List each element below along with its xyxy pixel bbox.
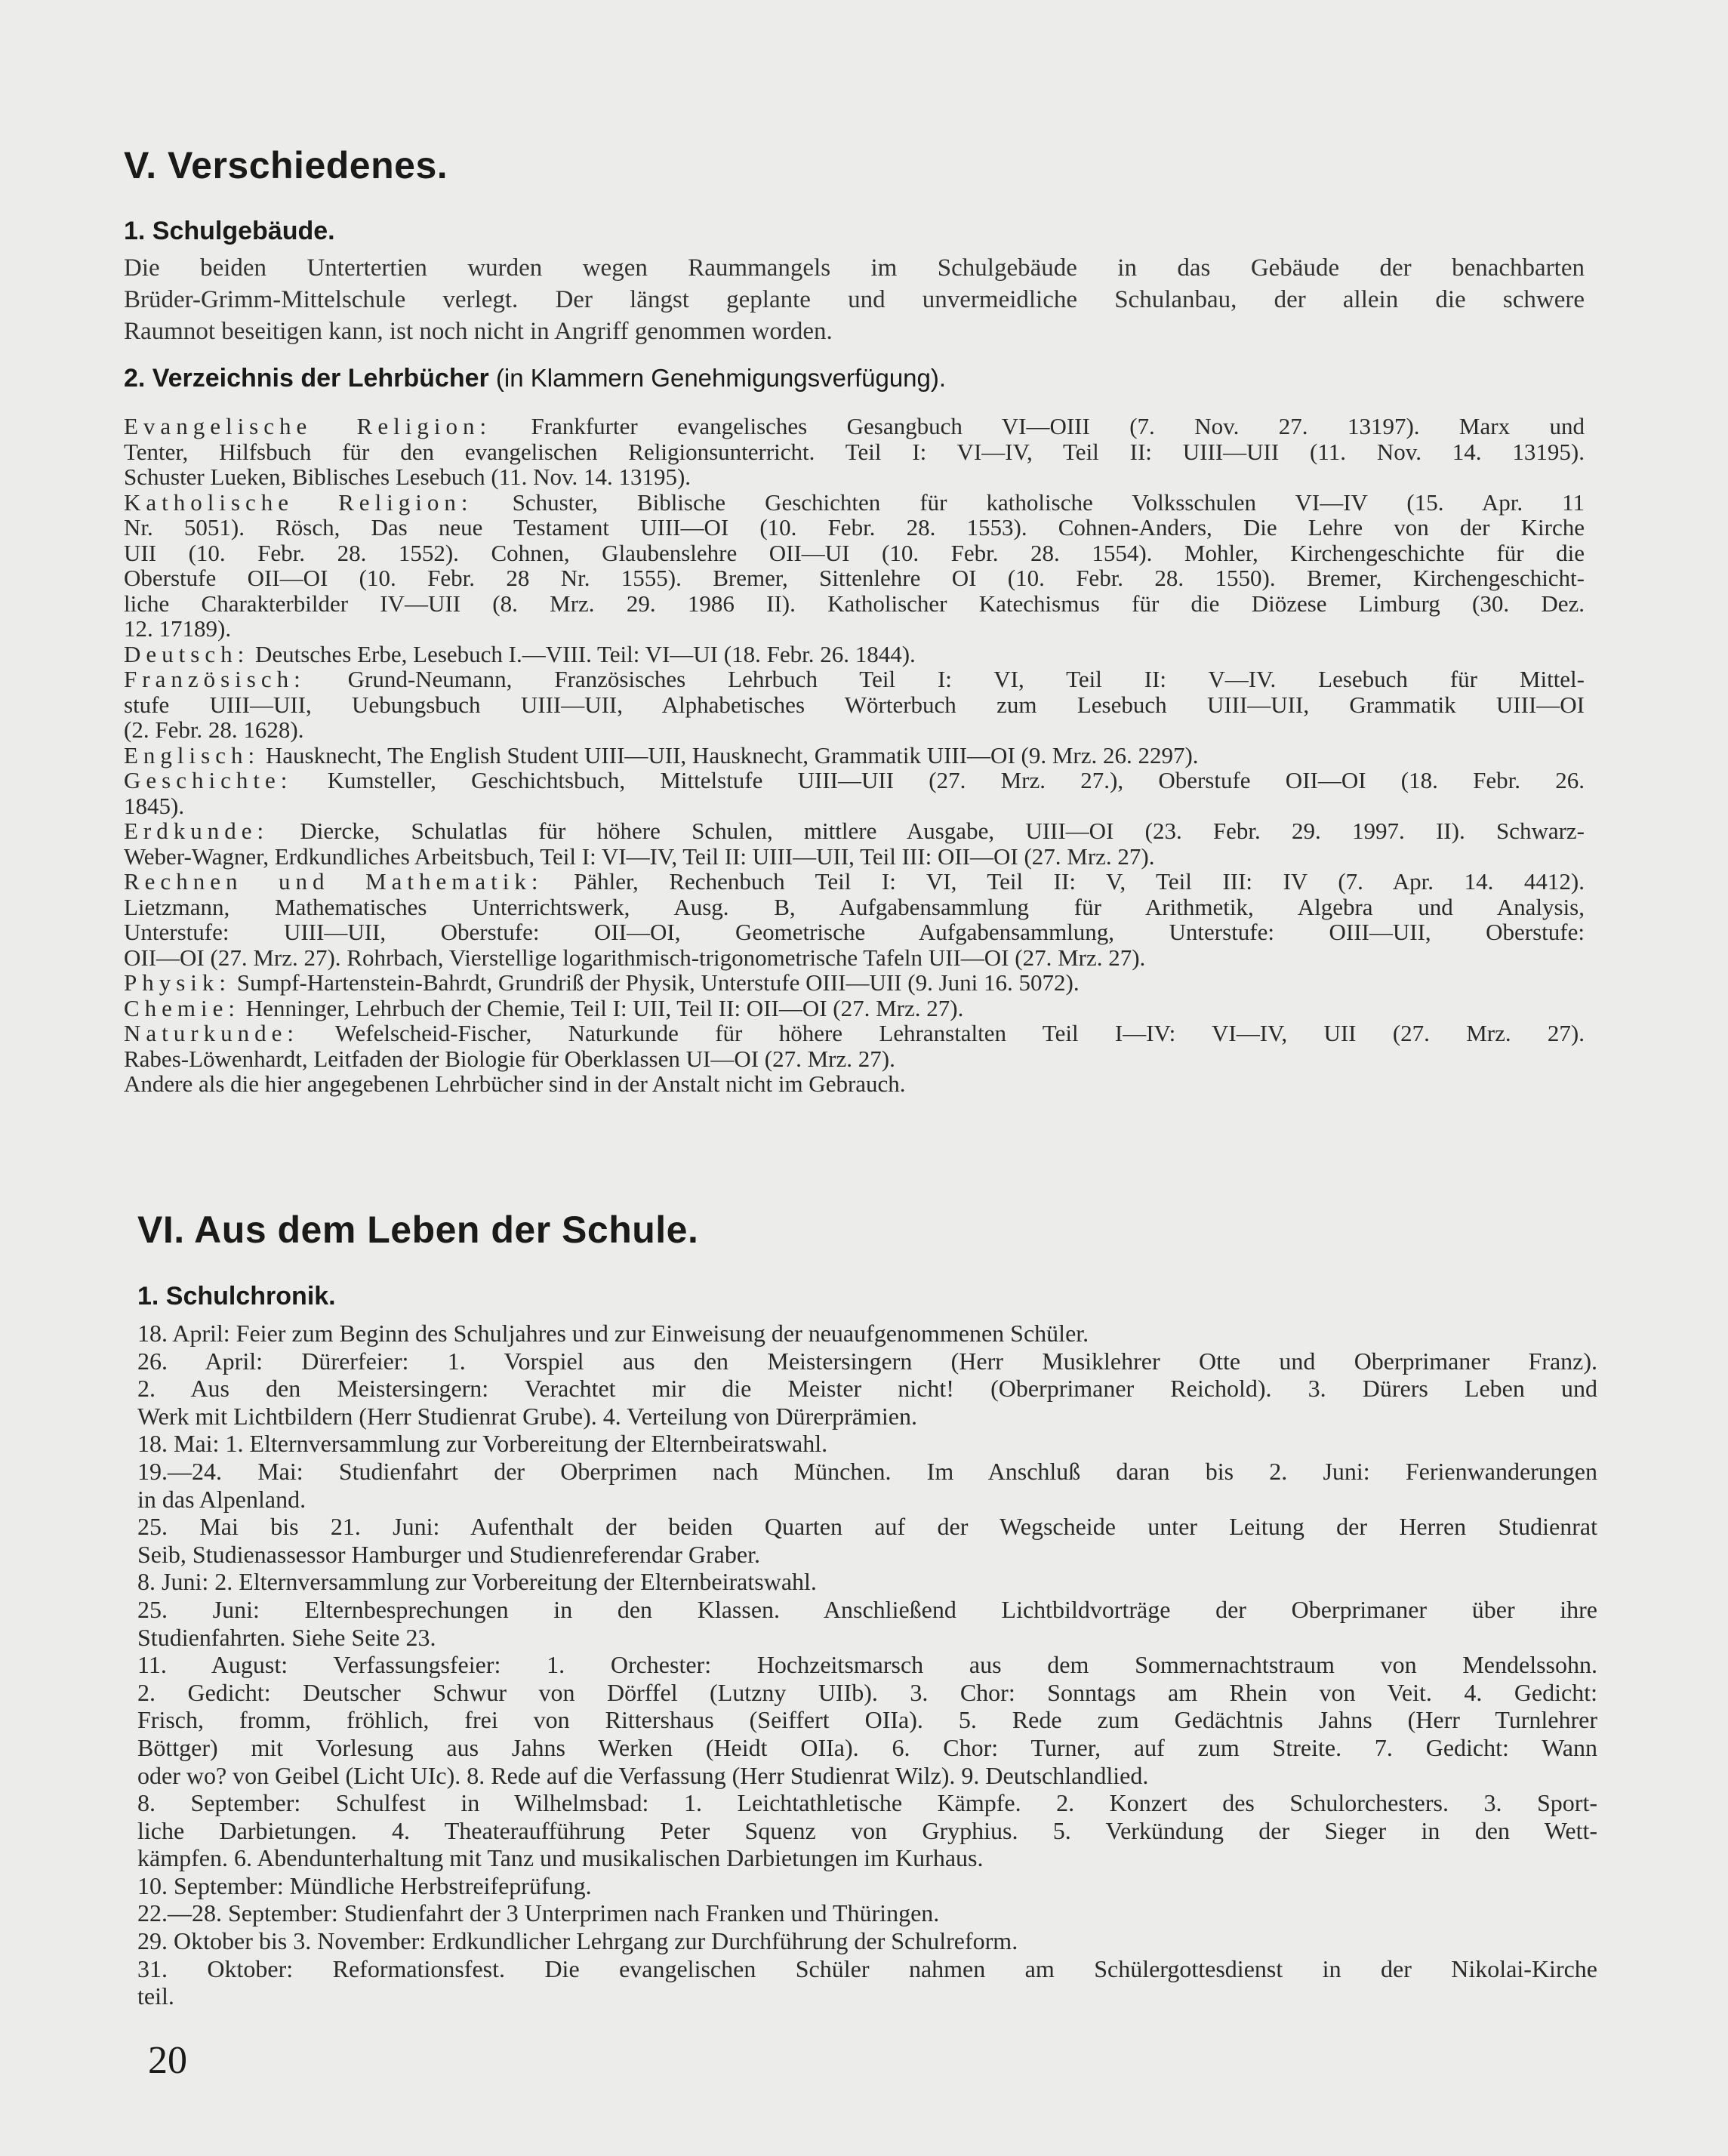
text-line-content: Wefelscheid-Fischer, Naturkunde für höhere Lehranstalten Teil I—IV: VI—IV, UII (27. Mrz. 27). [334, 1020, 1585, 1046]
text-line [124, 490, 1585, 516]
text-line: 2. Aus den Meistersingern: Verachtet mir die Meister nicht! (Oberprimaner Reichold). 3. Dürers Leben und [137, 1375, 1597, 1403]
chronicle-entry [137, 1568, 1597, 1596]
text-line: in das Alpenland. [137, 1485, 306, 1513]
text-line [124, 414, 1585, 439]
schulgebaeude-heading: 1. Schulgebäude. [124, 217, 335, 245]
text-line: Studienfahrten. Siehe Seite 23. [137, 1623, 436, 1651]
textbook-entry [124, 642, 1585, 667]
text-line [124, 996, 1585, 1021]
text-line-content: Rabes-Löwenhardt, Leitfaden der Biologie für Oberklassen UI—OI (27. Mrz. 27). [124, 1045, 895, 1072]
text-line [124, 464, 1585, 490]
textbook-entry [124, 768, 1585, 818]
text-line [124, 919, 1585, 945]
text-line [124, 793, 1585, 819]
text-line: liche Darbietungen. 4. Theateraufführung Peter Squenz von Gryphius. 5. Verkündung der Sieger in den Wett- [137, 1816, 1597, 1844]
text-line: Werk mit Lichtbildern (Herr Studienrat Grube). 4. Verteilung von Dürerprämien. [137, 1402, 917, 1430]
text-line-content: UII (10. Febr. 28. 1552). Cohnen, Glaubenslehre OII—UI (10. Febr. 28. 1554). Mohler, Kirchengeschichte für die [124, 539, 1585, 566]
text-line-content: Weber-Wagner, Erdkundliches Arbeitsbuch, Teil I: VI—IV, Teil II: UIII—UII, Teil III: OII—OI (27. Mrz. 27). [124, 842, 1155, 870]
text-line: 8. Juni: 2. Elternversammlung zur Vorbereitung der Elternbeiratswahl. [137, 1568, 817, 1596]
text-line [124, 743, 1585, 768]
text-line-content: Frankfurter evangelisches Gesangbuch VI—OIII (7. Nov. 27. 13197). Marx und [531, 413, 1585, 439]
textbook-entry [124, 970, 1585, 996]
text-line: Brüder-Grimm-Mittelschule verlegt. Der längst geplante und unvermeidliche Schulanbau, der allein die schwere [124, 286, 1585, 313]
text-line-content: Sumpf-Hartenstein-Bahrdt, Grundriß der Physik, Unterstufe OIII—UII (9. Juni 16. 5072). [236, 969, 1080, 996]
text-line-content: 1845). [124, 792, 185, 819]
subject-label: Katholische Religion: [124, 488, 473, 516]
page-number: 20 [148, 2039, 187, 2082]
text-line: Böttger) mit Vorlesung aus Jahns Werken (Heidt OIIa). 6. Chor: Turner, auf zum Streite. 7. Gedicht: Wann [137, 1733, 1597, 1761]
text-line: 18. April: Feier zum Beginn des Schuljahres und zur Einweisung der neuaufgenommenen Schüler. [137, 1320, 1089, 1347]
text-line-content: OII—OI (27. Mrz. 27). Rohrbach, Vierstellige logarithmisch-trigonometrische Tafeln UII—OI (27. Mrz. 27). [124, 944, 1146, 971]
lehrbuecher-heading-note: (in Klammern Genehmigungsverfügung). [488, 364, 947, 392]
textbook-entry [124, 667, 1585, 743]
textbook-entry [124, 818, 1585, 869]
text-line [124, 768, 1585, 793]
textbook-entry [124, 490, 1585, 642]
text-line-content: Kumsteller, Geschichtsbuch, Mittelstufe UIII—UII (27. Mrz. 27.), Oberstufe OII—OI (18. Febr. 26. [327, 767, 1585, 793]
text-line: 8. September: Schulfest in Wilhelmsbad: 1. Leichtathletische Kämpfe. 2. Konzert des Schulorchesters. 3. Sport- [137, 1789, 1597, 1817]
text-line: 25. Juni: Elternbesprechungen in den Klassen. Anschließend Lichtbildvorträge der Oberprimaner über ihre [137, 1595, 1597, 1623]
lehrbuecher-heading [124, 364, 946, 393]
text-line [124, 541, 1585, 566]
text-line [124, 439, 1585, 465]
text-line [124, 869, 1585, 895]
chronicle-entry [137, 1320, 1597, 1348]
subject-label: Geschichte: [124, 767, 293, 793]
text-line: 31. Oktober: Reformationsfest. Die evangelischen Schüler nahmen am Schülergottesdienst in der Nikolai-Kirche [137, 1954, 1597, 1982]
text-line [124, 1046, 1585, 1072]
subject-label: Evangelische Religion: [124, 413, 492, 439]
text-line [124, 844, 1585, 870]
subject-label: Erdkunde: [124, 818, 270, 844]
text-line [124, 591, 1585, 617]
text-line: 26. April: Dürerfeier: 1. Vorspiel aus den Meistersingern (Herr Musiklehrer Otte und Oberprimaner Franz). [137, 1347, 1597, 1375]
text-line-content: 12. 17189). [124, 615, 232, 642]
text-line-content: Tenter, Hilfsbuch für den evangelischen Religionsunterricht. Teil I: VI—IV, Teil II: UIII—UII (11. Nov. 14. 13195). [124, 438, 1585, 465]
text-line: 11. August: Verfassungsfeier: 1. Orchester: Hochzeitsmarsch aus dem Sommernachtstraum von Mendelssohn. [137, 1651, 1597, 1679]
subject-label: Französisch: [124, 666, 306, 692]
text-line [124, 945, 1585, 971]
text-line [124, 717, 1585, 743]
text-line [124, 818, 1585, 844]
text-line [124, 642, 1585, 667]
textbook-entry [124, 1071, 1585, 1097]
text-line: 29. Oktober bis 3. November: Erdkundlicher Lehrgang zur Durchführung der Schulreform. [137, 1927, 1018, 1955]
text-line: Raumnot beseitigen kann, ist noch nicht in Angriff genommen worden. [124, 318, 833, 345]
chronicle-entry [137, 1651, 1597, 1789]
text-line [124, 515, 1585, 541]
school-chronicle [137, 1320, 1597, 2010]
text-line-content: Unterstufe: UIII—UII, Oberstufe: OII—OI, Geometrische Aufgabensammlung, Unterstufe: OIII—UII, Oberstufe: [124, 919, 1585, 945]
chronicle-entry [137, 1430, 1597, 1458]
text-line [124, 616, 1585, 642]
text-line: 25. Mai bis 21. Juni: Aufenthalt der beiden Quarten auf der Wegscheide unter Leitung der Herren Studienrat [137, 1513, 1597, 1541]
text-line-content: Nr. 5051). Rösch, Das neue Testament UIII—OI (10. Febr. 28. 1553). Cohnen-Anders, Die Lehre von der Kirche [124, 514, 1585, 541]
text-line-content: Oberstufe OII—OI (10. Febr. 28 Nr. 1555). Bremer, Sittenlehre OI (10. Febr. 28. 1550). Bremer, Kirchengeschicht- [124, 565, 1585, 591]
text-line-content: Hausknecht, The English Student UIII—UII, Hausknecht, Grammatik UIII—OI (9. Mrz. 26. 2297). [265, 741, 1199, 768]
chronicle-entry [137, 1872, 1597, 1900]
text-line: 10. September: Mündliche Herbstreifeprüfung. [137, 1871, 592, 1899]
text-line [124, 667, 1585, 692]
text-line [124, 565, 1585, 591]
text-line-content: Lietzmann, Mathematisches Unterrichtswerk, Ausg. B, Aufgabensammlung für Arithmetik, Algebra und Analysis, [124, 893, 1585, 920]
textbook-entry [124, 414, 1585, 490]
text-line-content: Deutsches Erbe, Lesebuch I.—VIII. Teil: VI—UI (18. Febr. 26. 1844). [254, 640, 916, 667]
text-line-content: Pähler, Rechenbuch Teil I: VI, Teil II: V, Teil III: IV (7. Apr. 14. 4412). [574, 868, 1585, 895]
text-line: 19.—24. Mai: Studienfahrt der Oberprimen nach München. Im Anschluß daran bis 2. Juni: Ferienwanderungen [137, 1457, 1597, 1485]
textbook-entry [124, 1021, 1585, 1071]
chronicle-entry [137, 1927, 1597, 1955]
chronicle-entry [137, 1458, 1597, 1513]
schulgebaeude-paragraph [124, 252, 1585, 347]
text-line: Frisch, fromm, fröhlich, frei von Rittershaus (Seiffert OIIa). 5. Rede zum Gedächtnis Jahns (Herr Turnlehrer [137, 1706, 1597, 1734]
chronicle-entry [137, 1899, 1597, 1927]
text-line: 18. Mai: 1. Elternversammlung zur Vorbereitung der Elternbeiratswahl. [137, 1430, 828, 1458]
text-line-content: Diercke, Schulatlas für höhere Schulen, mittlere Ausgabe, UIII—OI (23. Febr. 29. 1997. II). Schwarz- [300, 818, 1585, 844]
subject-label: Deutsch: [124, 640, 250, 667]
schulchronik-heading: 1. Schulchronik. [137, 1282, 336, 1311]
textbook-entry [124, 869, 1585, 970]
section-vi-heading: VI. Aus dem Leben der Schule. [137, 1209, 699, 1251]
text-line-content: Andere als die hier angegebenen Lehrbücher sind in der Anstalt nicht im Gebrauch. [124, 1070, 906, 1097]
lehrbuecher-heading-title: 2. Verzeichnis der Lehrbücher [124, 364, 489, 393]
text-line: kämpfen. 6. Abendunterhaltung mit Tanz und musikalischen Darbietungen im Kurhaus. [137, 1844, 984, 1872]
text-line [124, 895, 1585, 920]
chronicle-entry [137, 1348, 1597, 1431]
text-line-content: liche Charakterbilder IV—UII (8. Mrz. 29. 1986 II). Katholischer Katechismus für die Diözese Limburg (30. Dez. [124, 590, 1585, 617]
subject-label: Physik: [124, 969, 232, 996]
text-line-content: Schuster, Biblische Geschichten für katholische Volksschulen VI—IV (15. Apr. 11 [512, 488, 1585, 516]
text-line: Die beiden Untertertien wurden wegen Raummangels im Schulgebäude in das Gebäude der benachbarten [124, 254, 1585, 282]
subject-label: Rechnen und Mathematik: [124, 868, 544, 895]
text-line [124, 692, 1585, 718]
subject-label: Englisch: [124, 741, 260, 768]
text-line: 22.—28. September: Studienfahrt der 3 Unterprimen nach Franken und Thüringen. [137, 1899, 940, 1927]
text-line: 2. Gedicht: Deutscher Schwur von Dörffel (Lutzny UIIb). 3. Chor: Sonntags am Rhein von Veit. 4. Gedicht: [137, 1678, 1597, 1706]
chronicle-entry [137, 1513, 1597, 1568]
text-line: teil. [137, 1982, 174, 2010]
textbook-list [124, 414, 1585, 1097]
chronicle-entry [137, 1596, 1597, 1651]
subject-label: Chemie: [124, 994, 241, 1021]
chronicle-entry [137, 1955, 1597, 2010]
text-line-content: Henninger, Lehrbuch der Chemie, Teil I: UII, Teil II: OII—OI (27. Mrz. 27). [245, 994, 964, 1021]
text-line: oder wo? von Geibel (Licht UIc). 8. Rede auf die Verfassung (Herr Studienrat Wilz). 9. Deutschlandlied. [137, 1761, 1149, 1789]
text-line [124, 970, 1585, 996]
chronicle-entry [137, 1789, 1597, 1872]
text-line [124, 1071, 1585, 1097]
textbook-entry [124, 996, 1585, 1021]
subject-label: Naturkunde: [124, 1020, 299, 1046]
textbook-entry [124, 743, 1585, 768]
text-line [124, 1021, 1585, 1046]
text-line-content: stufe UIII—UII, Uebungsbuch UIII—UII, Alphabetisches Wörterbuch zum Lesebuch UIII—UII, Grammatik UIII—OI [124, 691, 1585, 718]
text-line-content: Schuster Lueken, Biblisches Lesebuch (11. Nov. 14. 13195). [124, 464, 692, 490]
section-v-heading: V. Verschiedenes. [124, 144, 448, 186]
text-line-content: (2. Febr. 28. 1628). [124, 716, 304, 743]
text-line: Seib, Studienassessor Hamburger und Studienreferendar Graber. [137, 1540, 760, 1568]
text-line-content: Grund-Neumann, Französisches Lehrbuch Teil I: VI, Teil II: V—IV. Lesebuch für Mittel- [347, 666, 1585, 692]
